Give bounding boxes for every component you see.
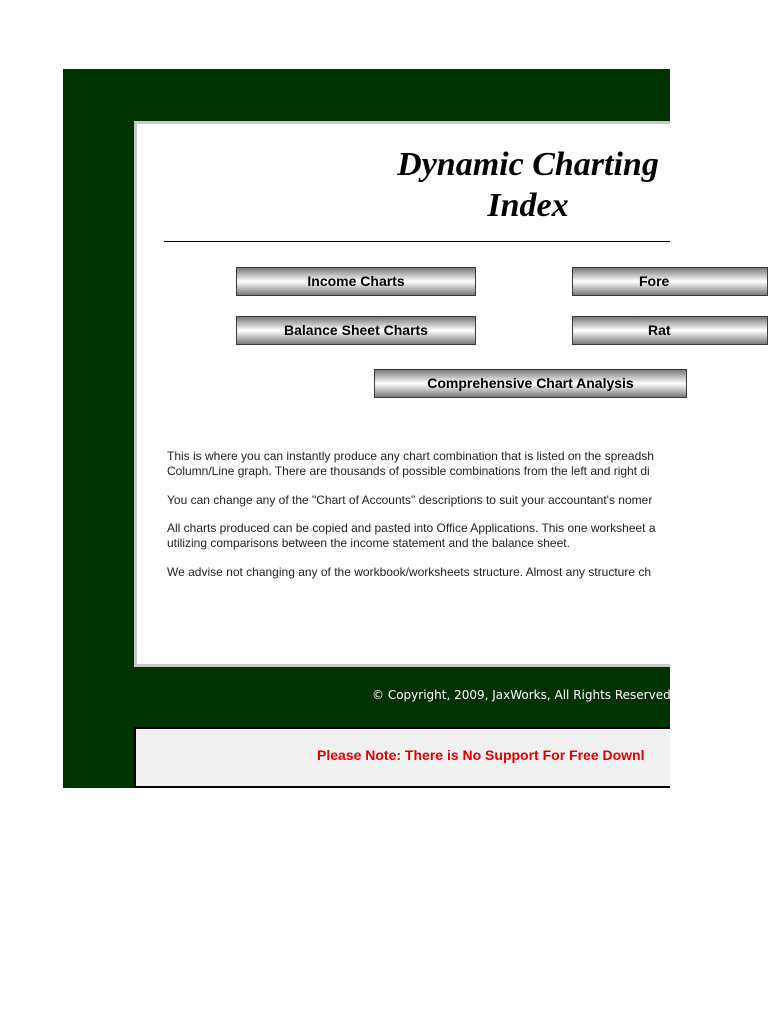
title-divider	[164, 241, 670, 242]
comprehensive-chart-analysis-button[interactable]: Comprehensive Chart Analysis	[374, 369, 687, 398]
accounts-paragraph: You can change any of the "Chart of Accounts" descriptions to suit your accountant's nomer	[167, 493, 653, 507]
income-charts-button[interactable]: Income Charts	[236, 267, 476, 296]
support-note-bar	[134, 727, 670, 788]
blank-cells-right	[670, 69, 768, 267]
page-title-line-2: Index	[487, 187, 569, 224]
ratio-charts-button[interactable]: Rat	[572, 316, 768, 345]
copyright-text: © Copyright, 2009, JaxWorks, All Rights Reserved.	[372, 688, 675, 702]
forecast-charts-button[interactable]: Fore	[572, 267, 768, 296]
support-note-text: Please Note: There is No Support For Free Downl	[317, 747, 645, 763]
intro-line-2: Column/Line graph. There are thousands of possible combinations from the left and right di	[167, 464, 650, 478]
copy-paste-paragraph	[167, 521, 670, 551]
structure-warning-paragraph: We advise not changing any of the workbook/worksheets structure. Almost any structure ch	[167, 565, 652, 579]
intro-line-1: This is where you can instantly produce any chart combination that is listed on the spreadsh	[167, 449, 654, 463]
page-title-line-1: Dynamic Charting	[397, 146, 659, 183]
copy-paste-line-1: All charts produced can be copied and pasted into Office Applications. This one worksheet a	[167, 521, 656, 535]
balance-sheet-charts-button[interactable]: Balance Sheet Charts	[236, 316, 476, 345]
copy-paste-line-2: utilizing comparisons between the income statement and the balance sheet.	[167, 536, 570, 550]
intro-paragraph	[167, 449, 670, 479]
